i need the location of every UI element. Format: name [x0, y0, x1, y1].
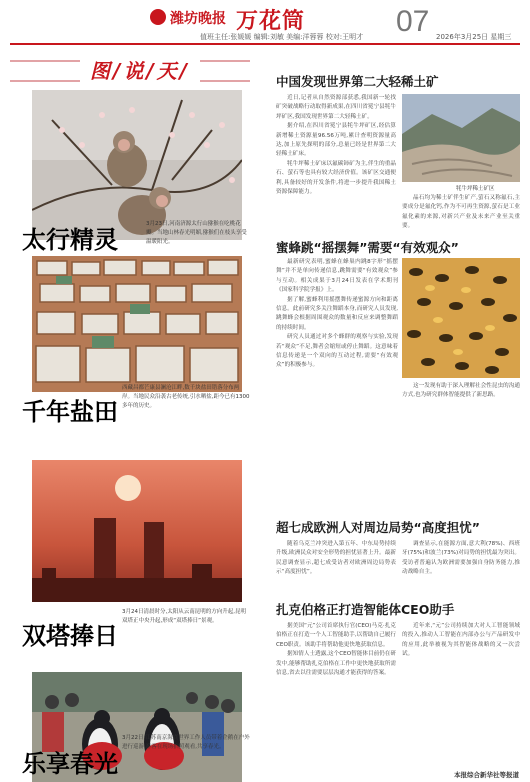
- photo-caption: 3月23日,河南济源太行山猕猴在吃桃花瓣。当地山林春光明媚,猕猴们在枝头享受温暖阳光。: [146, 221, 247, 245]
- article-paragraph: 随着乌克兰冲突进入第五年、中东局势持续升级,欧洲民众对安全形势的担忧显著上升。最新民意调查显示,超七成受访者对欧洲周边局势表示“高度担忧”。: [276, 541, 396, 576]
- article-body: [402, 622, 520, 770]
- page-number: 07: [396, 5, 430, 38]
- article-body: [276, 258, 398, 534]
- article-paragraph: 最新研究表明,蜜蜂在蜂巢内跳8字形“摇摆舞”并不是单向传递信息,跳舞需要“有效观众”参与互动。相关成果于3月24日发表在学术期刊《国家科学院学报》上。: [276, 259, 398, 294]
- article-paragraph: 这一发现有助于深入理解社会性昆虫的沟通方式,也为研究群体智能提供了新思路。: [402, 383, 520, 399]
- bees-photo: [402, 258, 520, 378]
- masthead: [0, 0, 530, 44]
- article-paragraph: 牦牛坪稀土矿床以氟碳铈矿为主,伴生的重晶石、萤石等也具有较大经济价值。该矿区交通便利,具备较好的开发条件,将进一步提升我国稀土资源保障能力。: [276, 160, 396, 196]
- rare-earth-mine-photo: [402, 94, 520, 182]
- photo-title: 千年盐田: [22, 397, 118, 426]
- photo-title: 太行精灵: [22, 225, 118, 254]
- article-headline: 扎克伯格正打造智能体CEO助手: [276, 602, 455, 617]
- monkey-photo: [32, 90, 242, 240]
- twin-towers-photo: [32, 460, 242, 602]
- article-body: [276, 622, 396, 770]
- article-body: [402, 540, 520, 594]
- photo-title: 乐享春光: [22, 749, 118, 778]
- photo-title: 双塔捧日: [22, 621, 118, 650]
- article-paragraph: 据了解,蜜蜂利用摇摆舞传递蜜源方向和距离信息。此前研究多关注舞蹈本身,而研究人员发现,跳舞蜂会根据周围观众的数量和反应来调整舞蹈的持续时间。: [276, 296, 398, 331]
- photo-caption: 3月22日,江苏南京海底世界工作人员带着企鹅在户外进行巡游,游客在现场拍照观看,共享春光。: [122, 735, 250, 750]
- article-headline: 中国发现世界第二大轻稀土矿: [276, 74, 439, 89]
- article-paragraph: 近年来,“元”公司持续加大对人工智能领域的投入,推动人工智能在内部办公与产品研发中的应用,此举被视为其智能体战略的又一次尝试。: [402, 623, 520, 658]
- photo-caption: 3月24日清晨时分,太阳从云南昆明的方向升起,昆明双塔正中央升起,形成“双塔捧日”景观。: [122, 609, 246, 624]
- news-column: [260, 48, 525, 782]
- photo-caption: 牦牛坪稀土矿区: [456, 186, 495, 192]
- column-header: [10, 50, 250, 94]
- article-body: [276, 94, 396, 234]
- photo-column: [10, 48, 250, 782]
- article-headline: 蜜蜂跳“摇摆舞”需要“有效观众”: [276, 240, 459, 255]
- article-headline: 超七成欧洲人对周边局势“高度担忧”: [276, 520, 480, 535]
- salt-field-photo: [32, 256, 242, 392]
- column-header-title: 图/说/天/: [80, 54, 200, 88]
- article-paragraph: 调查显示,在能源方面,意大利(78%)、西班牙(75%)和波兰(73%)对局势的担忧最为突出。受访者普遍认为欧洲需要加强自身防务能力,推动战略自主。: [402, 541, 520, 576]
- article-paragraph: 据介绍,在四川省冕宁县牦牛坪矿区,经估算新增稀土资源量96.56万吨,累计查明资源量高达,加上原先探明的部分,总量已经是世界第二大轻稀土矿床。: [276, 123, 396, 158]
- column-name: 万花筒: [236, 8, 306, 34]
- article-body: [402, 194, 520, 234]
- article-paragraph: 晶石均为稀土矿伴生矿产,萤石又称氟石,主要成分是氟化钙,作为不可再生资源,萤石是工业氟化素的来源,对新兴产业及未来产业至关重要。: [402, 195, 520, 230]
- photo-caption: 西藏昌都芒康县澜沧江畔,数千块盐田错落分布两岸。当地民众沿袭古老传统,引水晒盐,距今已有1300多年的历史。: [122, 385, 250, 409]
- article-body: [276, 540, 396, 594]
- paper-name: 潍坊晚报: [170, 11, 226, 27]
- editor-credits: 值班主任:张媛媛 编辑:刘敏 美编:洋蓉蓉 校对:王明才: [200, 33, 364, 41]
- article-paragraph: 据美国“元”公司首席执行官(CEO)马克·扎克伯格正在打造一个人工智能助手,以帮助自己履行CEO职责。该助手将帮助他更快地获取信息。: [276, 623, 396, 648]
- article-body: [402, 382, 520, 534]
- issue-date: 2026年3月25日 星期三: [436, 33, 512, 41]
- newspaper-logo-icon: [150, 9, 166, 25]
- article-paragraph: 近日,记者从自然资源部获悉,我国新一轮找矿突破战略行动取得新成果,在四川省冕宁县牦牛坪矿区,我国发现世界第二大轻稀土矿。: [276, 95, 396, 120]
- source-note: 本报综合新华社等报道: [454, 771, 519, 779]
- article-paragraph: 研究人员通过对多个蜂群的观察与实验,发现若“观众”不足,舞者会缩短或停止舞蹈。这意味着信息传递是一个双向的互动过程,需要“有效观众”的积极参与。: [276, 334, 398, 369]
- article-paragraph: 据知情人士透露,这个CEO智能体目前仍在研发中,能够帮助扎克伯格在工作中更快地获取所需信息,省去以往需要层层沟通才能获得的答案。: [276, 651, 396, 677]
- masthead-rule: [10, 43, 520, 45]
